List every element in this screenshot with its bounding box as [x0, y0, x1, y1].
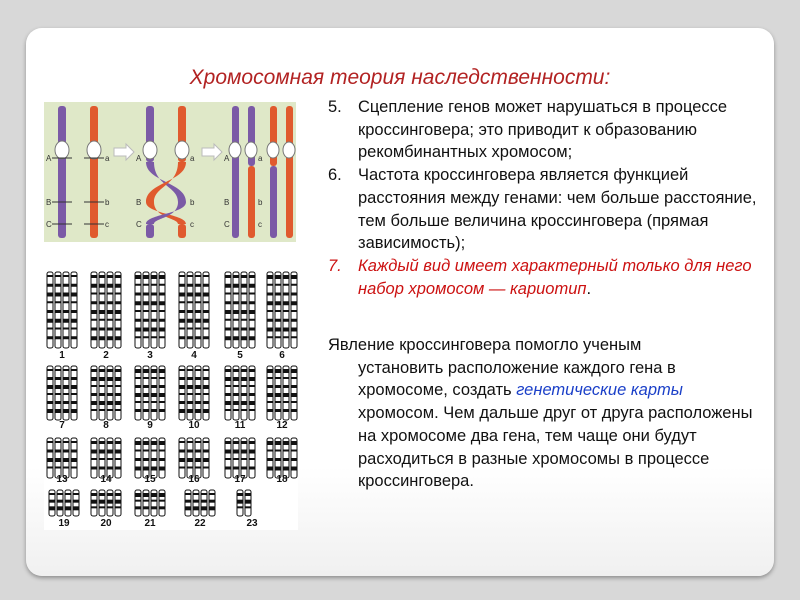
chromosome-orange-1 — [90, 106, 98, 238]
karyotype-number: 5 — [237, 350, 243, 361]
item-text: Частота кроссинговера является функцией расстояния между генами: чем больше расстояние, тем больше величина кроссинговера (прямая зависимость); — [358, 166, 757, 253]
chromosome-pair — [225, 272, 255, 348]
karyotype-illustration — [44, 268, 298, 530]
list-item — [328, 96, 768, 164]
karyotype-number: 6 — [279, 350, 285, 361]
gene-label: c — [190, 220, 194, 229]
karyotype-diagram — [44, 268, 298, 530]
karyotype-number: 19 — [58, 518, 70, 529]
karyotype-number: 23 — [246, 518, 258, 529]
gene-label: A — [224, 154, 230, 163]
chromosome-pair — [91, 438, 121, 478]
gene-label: b — [190, 198, 195, 207]
gene-label: B — [136, 198, 142, 207]
slide-title: Хромосомная теория наследственности: — [189, 66, 611, 89]
gene-label: c — [105, 220, 109, 229]
gene-label: A — [46, 154, 52, 163]
chromosome-pair — [91, 272, 121, 348]
chromosome-pair — [179, 272, 209, 348]
genetic-maps-term: генетические карты — [516, 381, 683, 400]
paragraph-body — [328, 357, 768, 493]
karyotype-number: 8 — [103, 420, 109, 431]
chromosome-pair — [47, 438, 77, 478]
karyotype-number: 13 — [56, 474, 68, 485]
karyotype-number: 11 — [234, 420, 246, 431]
karyotype-number: 9 — [147, 420, 153, 431]
arrow-icon — [202, 144, 222, 160]
karyotype-number: 14 — [100, 474, 112, 485]
gene-label: B — [224, 198, 230, 207]
gene-label: c — [258, 220, 262, 229]
karyotype-number: 20 — [100, 518, 112, 529]
gene-label: B — [46, 198, 52, 207]
chromosome-pair — [179, 366, 209, 420]
item-number: 6. — [328, 166, 342, 185]
chromosome-pair — [49, 490, 79, 516]
gene-label: b — [105, 198, 110, 207]
chromosome-pair — [135, 366, 165, 420]
points-list — [328, 96, 768, 300]
crossover-diagram — [44, 102, 296, 242]
chromosome-pair — [91, 490, 121, 516]
karyotype-number: 4 — [191, 350, 197, 361]
karyotype-number: 3 — [147, 350, 153, 361]
chromosome-pair — [185, 490, 215, 516]
gene-label: C — [224, 220, 230, 229]
explanation-paragraph — [328, 334, 768, 493]
chromosome-pair — [267, 272, 297, 348]
item-text-tail: . — [586, 279, 592, 298]
chromosome-pair — [47, 366, 77, 420]
paragraph-first-line: Явление кроссинговера помогло ученым — [328, 336, 642, 354]
crossover-illustration — [44, 102, 296, 242]
gene-label: C — [46, 220, 52, 229]
gene-label: a — [258, 154, 263, 163]
karyotype-number: 16 — [188, 474, 200, 485]
chromosome-pair — [135, 438, 165, 478]
gene-label: a — [105, 154, 110, 163]
paragraph-text: установить расположение каждого гена в хромосоме, создать — [358, 358, 676, 400]
arrow-icon — [114, 144, 134, 160]
karyotype-number: 17 — [234, 474, 246, 485]
chromosome-pair — [267, 366, 297, 420]
karyotype-number: 22 — [194, 518, 206, 529]
karyotype-number: 2 — [103, 350, 109, 361]
gene-label: a — [190, 154, 195, 163]
gene-label: A — [136, 154, 142, 163]
list-item — [328, 255, 768, 300]
chromosome-pair — [267, 438, 297, 478]
karyotype-number: 18 — [276, 474, 288, 485]
chromosome-pair — [135, 490, 165, 516]
chromosome-pair — [135, 272, 165, 348]
paragraph-text: хромосом. Чем дальше друг от друга расположены на хромосоме два гена, тем чаще они будут расходиться в разные хромосомы в процессе кроссинговера. — [358, 404, 753, 491]
chromosome-pair — [47, 272, 77, 348]
item-number: 7. — [328, 256, 342, 275]
karyotype-number: 21 — [144, 518, 156, 529]
karyotype-number: 15 — [144, 474, 156, 485]
karyotype-number: 7 — [59, 420, 65, 431]
item-text: Сцепление генов может нарушаться в процессе кроссинговера; это приводит к образованию рекомбинантных хромосом; — [358, 98, 728, 162]
list-item — [328, 164, 768, 255]
karyotype-number: 1 — [59, 350, 65, 361]
chromosome-pair — [225, 366, 255, 420]
chromosome-pair — [91, 366, 121, 420]
karyotype-number: 10 — [188, 420, 200, 431]
gene-label: b — [258, 198, 263, 207]
chromosome-pair — [179, 438, 209, 478]
gene-label: C — [136, 220, 142, 229]
chromosome-pair — [237, 490, 251, 516]
item-number: 5. — [328, 98, 342, 116]
item-text-highlight: Каждый вид имеет характерный только для него набор хромосом — кариотип — [358, 256, 752, 298]
chromosome-pair — [225, 438, 255, 478]
karyotype-number: 12 — [276, 420, 288, 431]
chromosome-purple-1 — [58, 106, 66, 238]
